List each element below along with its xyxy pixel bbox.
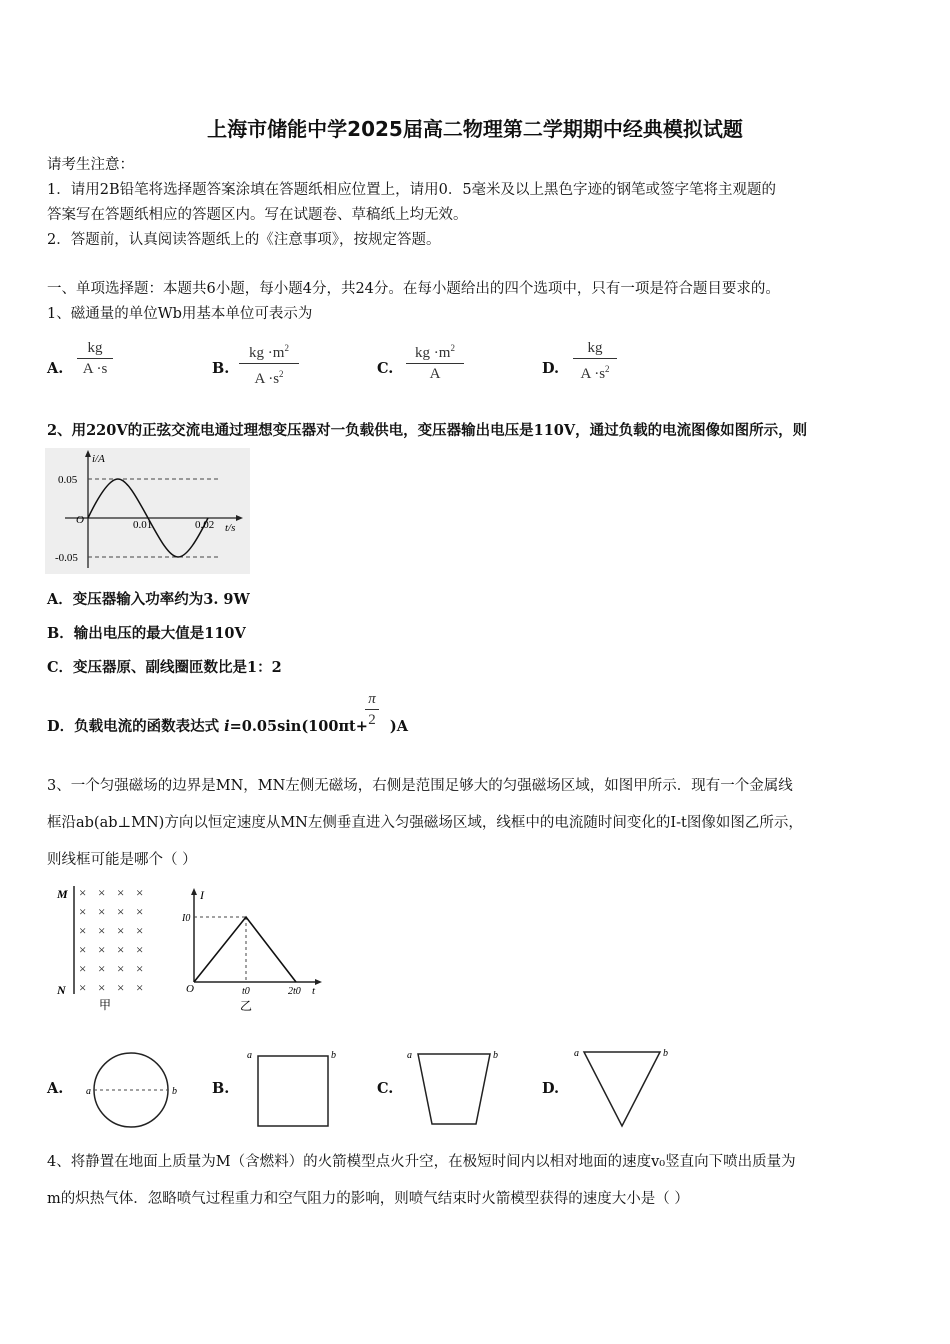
notice-heading: 请考生注意：: [47, 157, 134, 173]
q3-option-b-square: [245, 1048, 345, 1130]
yi-label-o: O: [186, 983, 194, 995]
label-m: M: [57, 887, 68, 901]
field-cross: ×: [117, 942, 125, 957]
q4-line-1: 4、将静置在地面上质量为M（含燃料）的火箭模型点火升空，在极短时间内以相对地面的速度v₀竖直向下喷出质量为: [47, 1154, 796, 1170]
yi-label-i0: I0: [182, 913, 191, 924]
q1-b-numerator: kg ·m: [249, 345, 285, 361]
field-cross: ×: [136, 961, 144, 976]
graph-x-tick-2: 0.02: [195, 519, 215, 531]
field-cross: ×: [117, 923, 125, 938]
q3-option-d-label[interactable]: D.: [542, 1080, 560, 1097]
notice-line-3: 2．答题前，认真阅读答题纸上的《注意事项》，按规定答题。: [47, 232, 441, 248]
q3-option-c-label[interactable]: C.: [377, 1080, 394, 1097]
q2-d-post: )A: [389, 718, 409, 735]
q1-b-den-sup: 2: [279, 369, 284, 379]
field-cross: ×: [136, 942, 144, 957]
q1-option-d-label[interactable]: D.: [542, 360, 560, 377]
q1-option-c-label[interactable]: C.: [377, 360, 394, 377]
c-label-a: a: [407, 1050, 412, 1061]
q2-option-b[interactable]: B．输出电压的最大值是110V: [47, 625, 246, 642]
q3-line-1: 3、一个匀强磁场的边界是MN，MN左侧无磁场，右侧是范围足够大的匀强磁场区域，如图甲所示．现有一个金属线: [47, 778, 793, 794]
q2-d-fraction: [363, 689, 381, 730]
field-cross: ×: [79, 961, 87, 976]
graph-y-neg: -0.05: [55, 552, 78, 564]
q1-b-denominator: A ·s: [254, 371, 280, 387]
caption-yi: 乙: [240, 999, 253, 1013]
field-cross: ×: [79, 885, 87, 900]
q1-c-num-sup: 2: [450, 343, 455, 353]
label-n: N: [57, 983, 66, 997]
magnetic-field-crosses: [79, 885, 143, 995]
graph-x-tick-1: 0.01: [133, 519, 153, 531]
field-cross: ×: [136, 904, 144, 919]
b-label-b: b: [331, 1050, 336, 1061]
yi-label-t: t: [312, 985, 316, 997]
d-label-b: b: [663, 1048, 668, 1059]
q1-option-d-fraction: [572, 338, 618, 384]
q1-c-denominator: A: [429, 366, 441, 382]
field-cross: ×: [98, 942, 106, 957]
field-cross: ×: [136, 923, 144, 938]
q2-option-c[interactable]: C．变压器原、副线圈匝数比是1：2: [47, 659, 282, 676]
q3-line-3: 则线框可能是哪个（ ）: [47, 852, 197, 868]
q3-figure-yi: [178, 886, 328, 1014]
q4-line-2: m的炽热气体．忽略喷气过程重力和空气阻力的影响，则喷气结束时火箭模型获得的速度大小是（ ）: [47, 1191, 689, 1207]
graph-origin: O: [76, 514, 84, 526]
q1-option-a-label[interactable]: A.: [47, 360, 64, 377]
d-label-a: a: [574, 1048, 579, 1059]
q2-d-i: i: [224, 718, 230, 735]
q2-d-mid: =0.05sin(100πt+: [229, 718, 368, 735]
q2-option-a[interactable]: A．变压器输入功率约为3. 9W: [47, 591, 250, 608]
notice-line-2: 答案写在答题纸相应的答题区内。写在试题卷、草稿纸上均无效。: [47, 207, 468, 223]
c-label-b: b: [493, 1050, 498, 1061]
graph-y-pos: 0.05: [58, 474, 78, 486]
q1-d-denominator: A ·s: [580, 366, 606, 382]
field-cross: ×: [98, 885, 106, 900]
q1-b-num-sup: 2: [284, 343, 289, 353]
field-cross: ×: [117, 885, 125, 900]
q1-d-numerator: kg: [587, 340, 603, 356]
q1-a-numerator: kg: [87, 340, 103, 356]
q1-c-numerator: kg ·m: [415, 345, 451, 361]
q1-option-b-fraction: [238, 338, 300, 389]
field-cross: ×: [117, 904, 125, 919]
field-cross: ×: [79, 942, 87, 957]
q3-figure-jia: [55, 882, 155, 1012]
a-label-b: b: [172, 1086, 177, 1097]
page-title: 上海市储能中学2025届高二物理第二学期期中经典模拟试题: [207, 117, 743, 141]
q3-line-2: 框沿ab(ab⊥MN)方向以恒定速度从MN左侧垂直进入匀强磁场区域，线框中的电流随时间变化的I-t图像如图乙所示，: [47, 815, 803, 831]
q1-option-b-label[interactable]: B.: [212, 360, 230, 377]
field-cross: ×: [98, 980, 106, 995]
q2-option-d[interactable]: [47, 715, 408, 736]
field-cross: ×: [117, 961, 125, 976]
q3-option-a-label[interactable]: A.: [47, 1080, 64, 1097]
field-cross: ×: [98, 923, 106, 938]
field-cross: ×: [136, 885, 144, 900]
field-cross: ×: [98, 961, 106, 976]
q1-a-denominator: A ·s: [82, 361, 108, 377]
q2-stem: 2、用220V的正弦交流电通过理想变压器对一负载供电，变压器输出电压是110V，通过负载的电流图像如图所示，则: [47, 422, 808, 439]
field-cross: ×: [98, 904, 106, 919]
q3-option-d-triangle: [572, 1046, 677, 1132]
field-cross: ×: [117, 980, 125, 995]
q1-option-a-fraction: [76, 338, 114, 379]
field-cross: ×: [79, 980, 87, 995]
q3-option-a-circle: [84, 1050, 184, 1130]
yi-label-i: I: [200, 888, 204, 902]
caption-jia: 甲: [99, 998, 112, 1012]
yi-label-2t0: 2t0: [288, 986, 301, 997]
yi-label-t0: t0: [242, 986, 250, 997]
q2-current-graph: [45, 448, 250, 574]
yi-current-line: [194, 917, 296, 982]
q3-option-c-trapezoid: [404, 1048, 509, 1130]
field-cross: ×: [79, 923, 87, 938]
q2-d-frac-den: 2: [368, 712, 376, 728]
b-label-a: a: [247, 1050, 252, 1061]
a-label-a: a: [86, 1086, 91, 1097]
graph-y-label: i/A: [92, 453, 105, 465]
q2-d-frac-num: π: [368, 691, 376, 707]
q3-option-b-label[interactable]: B.: [212, 1080, 230, 1097]
q1-option-c-fraction: [405, 338, 465, 384]
q1-stem: 1、磁通量的单位Wb用基本单位可表示为: [47, 306, 313, 322]
section-heading: 一、单项选择题：本题共6小题，每小题4分，共24分。在每小题给出的四个选项中，只有一项是符合题目要求的。: [47, 281, 780, 297]
notice-line-1: 1．请用2B铅笔将选择题答案涂填在答题纸相应位置上，请用0．5毫米及以上黑色字迹的钢笔或签字笔将主观题的: [47, 182, 777, 198]
field-cross: ×: [136, 980, 144, 995]
graph-x-label: t/s: [225, 522, 236, 534]
field-cross: ×: [79, 904, 87, 919]
q2-d-prefix: D．负载电流的函数表达式: [47, 718, 225, 735]
q1-d-den-sup: 2: [605, 364, 610, 374]
